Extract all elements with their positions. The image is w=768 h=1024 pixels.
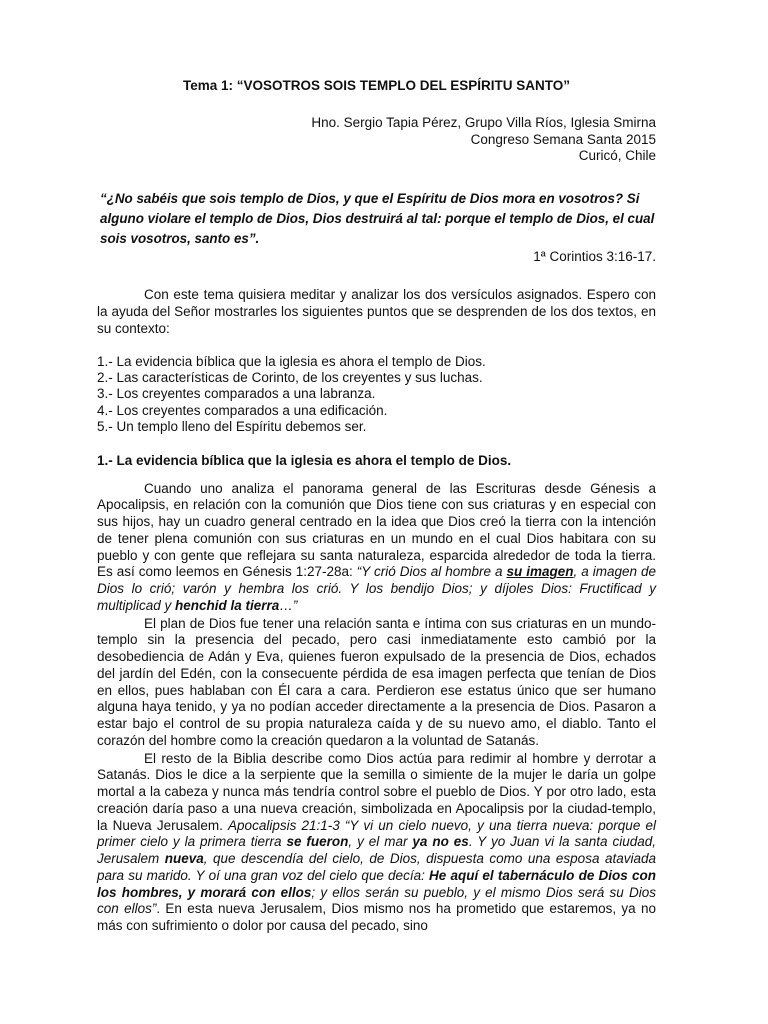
author-line: Hno. Sergio Tapia Pérez, Grupo Villa Ríos, Iglesia Smirna xyxy=(311,115,656,130)
quote-run: , que descendía del cielo, de Dios, dispuesta como una esposa ataviada para su marido. Y oí una gran voz del cielo que decía: xyxy=(97,851,656,883)
text-run: El resto de la Biblia describe como Dios actúa para redimir al hombre y derrotar a Satanás. Dios le dice a la serpiente que la semilla o simiente de la mujer le daría un golpe mortal a la cabeza y nunca más tendría control sobre el pueblo de Dios. Y por otro lado, esta creación daría paso a una nueva creación, simbolizada en Apocalipsis por la ciudad-templo, la Nueva Jerusalem. xyxy=(97,750,656,833)
list-item: 1.- La evidencia bíblica que la iglesia es ahora el templo de Dios. xyxy=(97,353,486,369)
section-body xyxy=(97,481,656,935)
verse-reference: 1ª Corintios 3:16-17. xyxy=(533,249,656,265)
author-block xyxy=(97,115,656,165)
quote-run: ; y ellos serán su pueblo, y el mismo Dios será su Dios con ellos” xyxy=(97,884,656,917)
event-line: Congreso Semana Santa 2015 xyxy=(470,131,656,147)
quote-run: . Y yo Juan vi la santa ciudad, Jerusalem xyxy=(97,834,656,867)
emphasis-run: ya no es xyxy=(412,834,469,850)
quote-run: , y el mar xyxy=(348,834,413,850)
points-list xyxy=(97,354,656,436)
location-line: Curicó, Chile xyxy=(578,148,656,164)
emphasis-run: nueva xyxy=(164,851,204,867)
text-run: . En esta nueva Jerusalem, Dios mismo nos ha prometido que estaremos, ya no más con sufrimiento o dolor por causa del pecado, sino xyxy=(97,901,656,934)
quote-run: Apocalipsis 21:1-3 “Y vi un cielo nuevo, y una tierra nueva: porque el primer cielo y la primera tierra xyxy=(97,817,656,850)
emphasis-run: se fueron xyxy=(286,834,349,850)
body-paragraph xyxy=(97,751,656,935)
list-item: 5.- Un templo lleno del Espíritu debemos ser. xyxy=(97,419,367,435)
body-paragraph: El plan de Dios fue tener una relación santa e íntima con sus criaturas en un mundo-templo sin la presencia del pecado, pero casi inmediatamente esto cambió por la desobediencia de Adán y Eva, quienes fueron expulsado de la presencia de Dios, echados del jardín del Edén, con la consecuente pérdida de esa imagen perfecta que tenían de Dios en ellos, pues hablaban con Él cara a cara. Perdieron ese estatus único que ser humano alguna haya tenido, y ya no podían acceder directamente a la presencia de Dios. Pasaron a estar bajo el control de su propia naturaleza caída y de su nuevo amo, el diablo. Tanto el corazón del hombre como la creación quedaron a la voluntad de Satanás. xyxy=(97,615,656,748)
key-verse: “¿No sabéis que sois templo de Dios, y que el Espíritu de Dios mora en vosotros? Si alguno violare el templo de Dios, Dios destruirá al tal: porque el templo de Dios, el cual sois vosotros, santo es”. xyxy=(100,191,655,247)
document-title: Tema 1: “VOSOTROS SOIS TEMPLO DEL ESPÍRITU SANTO” xyxy=(182,78,571,93)
section-heading: 1.- La evidencia bíblica que la iglesia es ahora el templo de Dios. xyxy=(97,452,512,468)
quote-run: , a imagen de Dios lo crió; varón y hembra los crió. Y los bendijo Dios; y díjoles Dios: Fructificad y multiplicad y xyxy=(97,564,657,613)
body-paragraph xyxy=(97,481,656,615)
list-item: 3.- Los creyentes comparados a una labranza. xyxy=(97,386,376,402)
intro-paragraph: Con este tema quisiera meditar y analizar los dos versículos asignados. Espero con la ayuda del Señor mostrarles los siguientes puntos que se desprenden de los dos textos, en su contexto: xyxy=(97,287,656,336)
list-item: 4.- Los creyentes comparados a una edificación. xyxy=(97,402,388,418)
emphasis-run: henchid la tierra xyxy=(175,597,280,613)
text-run: Cuando uno analiza el panorama general de las Escrituras desde Génesis a Apocalipsis, en relación con la comunión que Dios tiene con sus criaturas y en especial con sus hijos, hay un cuadro general centrado en la idea que Dios creó la tierra con la intención de tener plena comunión con sus criaturas en un mundo en el cual Dios habitara con su pueblo y con gente que reflejara su santa naturaleza, esparcida alrededor de toda la tierra. Es así como leemos en Génesis 1:27-28a: xyxy=(97,480,656,580)
emphasis-run: He aquí el tabernáculo de Dios con los hombres, y morará con ellos xyxy=(97,867,656,900)
emphasis-run: su imagen xyxy=(506,564,574,580)
list-item: 2.- Las características de Corinto, de los creyentes y sus luchas. xyxy=(97,369,483,385)
quote-run: …” xyxy=(279,597,298,613)
quote-run: “Y crió Dios al hombre a xyxy=(356,564,507,580)
